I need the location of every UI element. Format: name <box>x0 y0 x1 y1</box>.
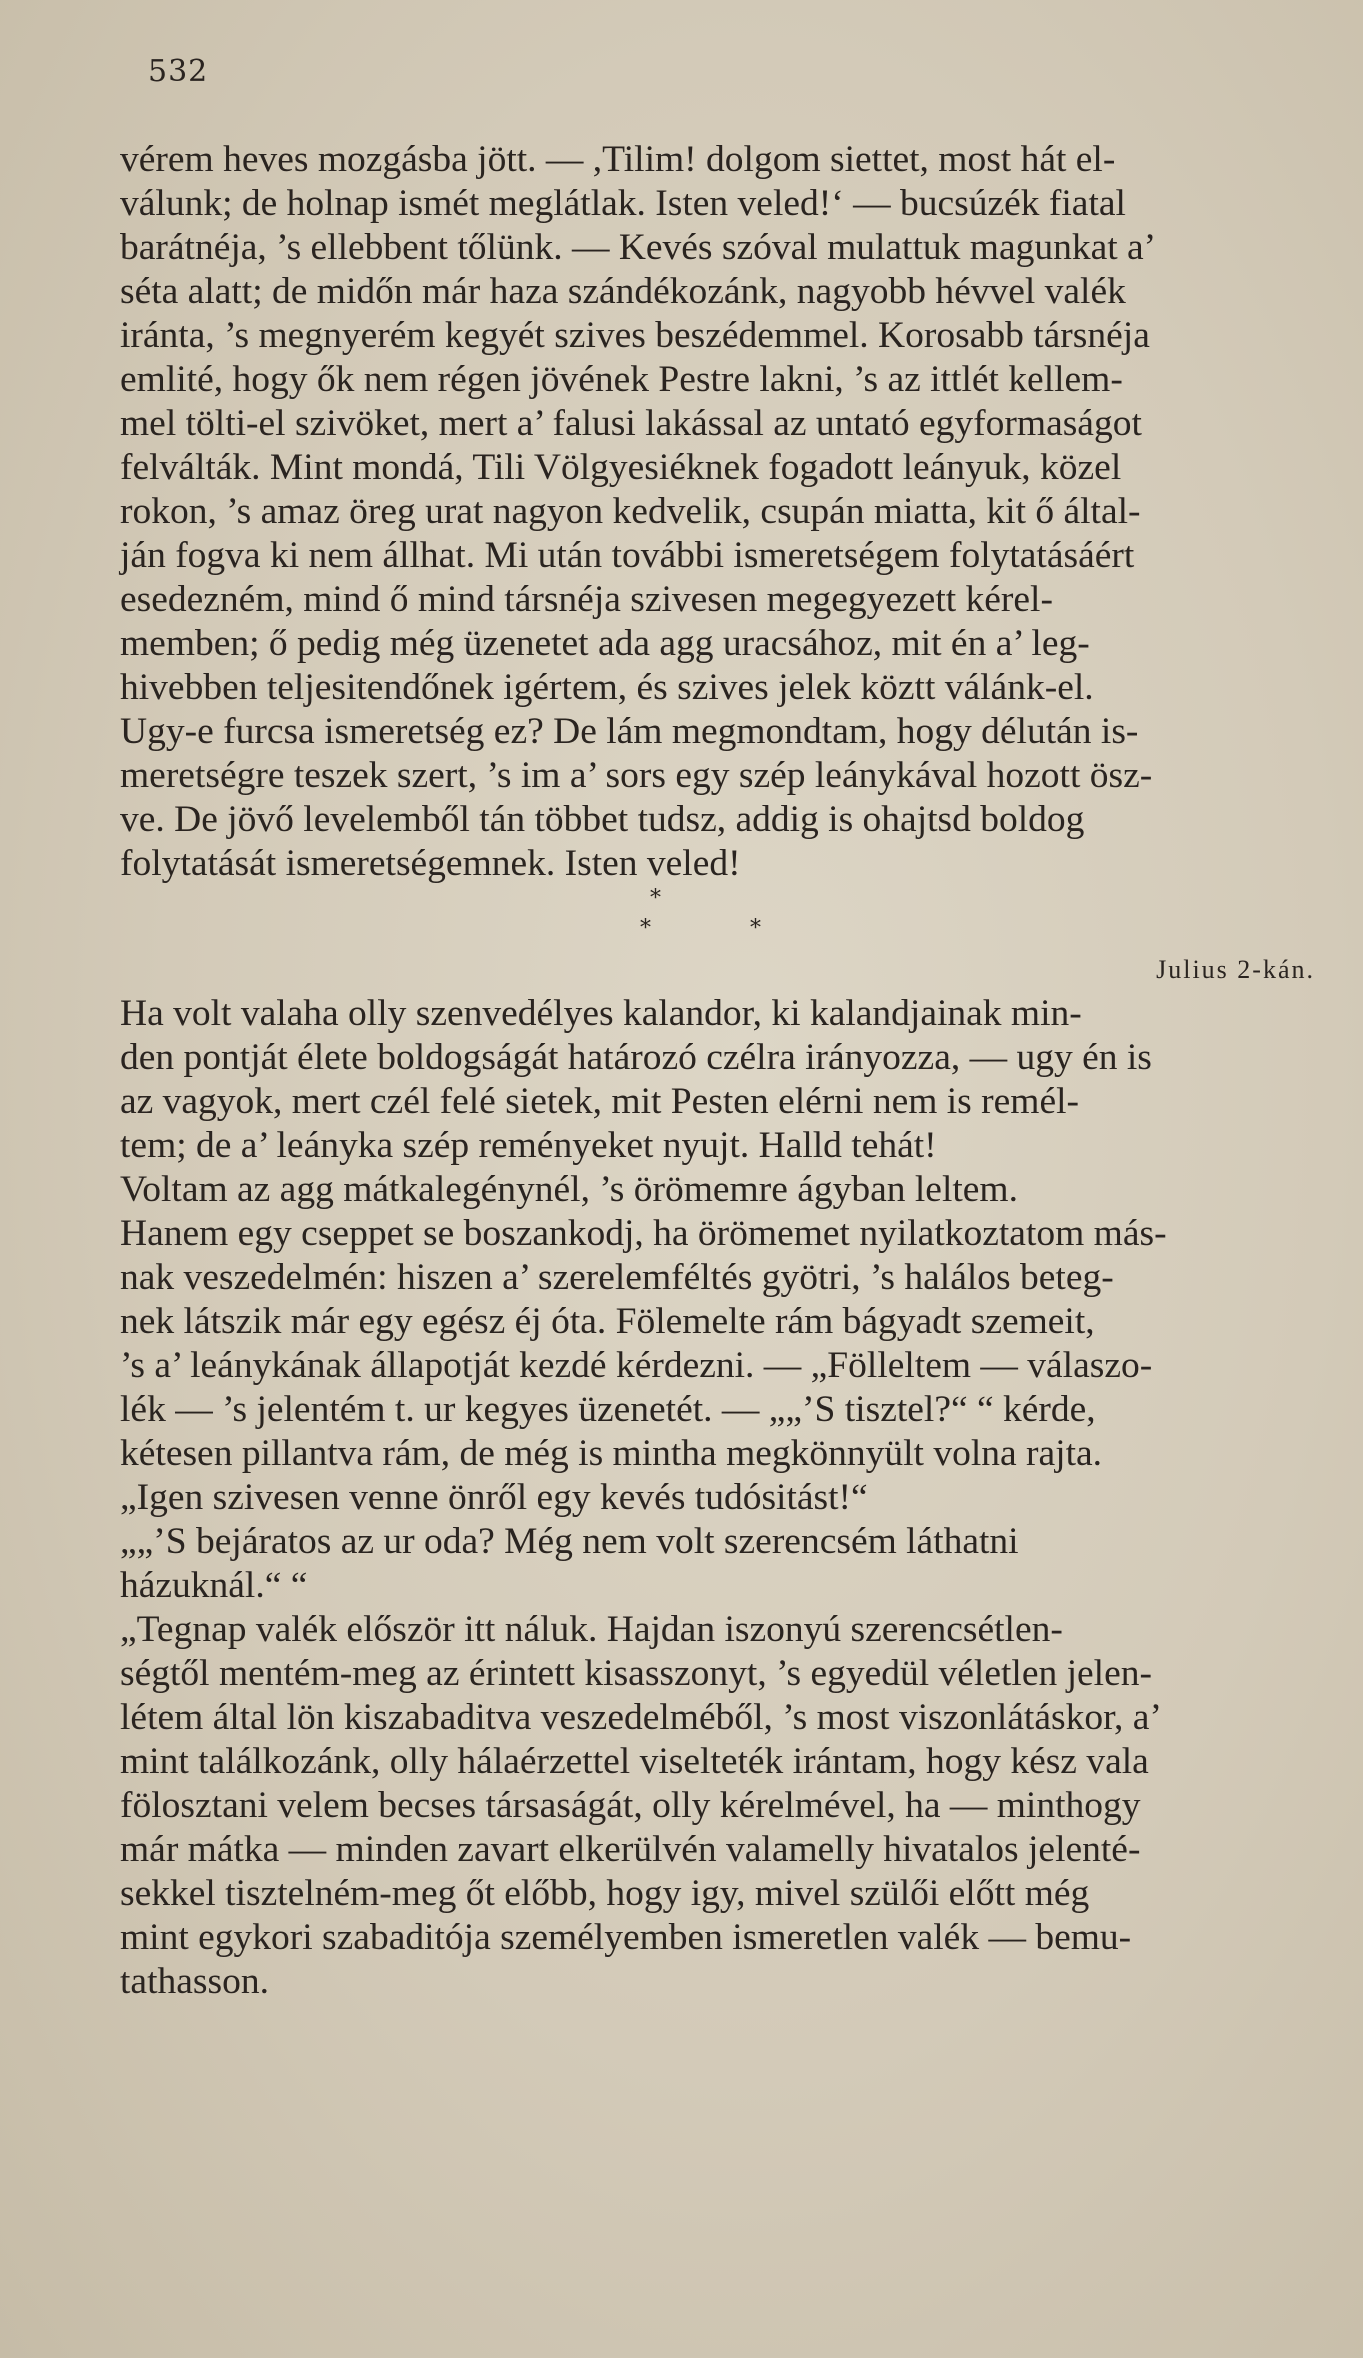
asterism-star-top: * <box>650 886 661 911</box>
text-line: már mátka — minden zavart elkerülvén valamelly hivatalos jelenté- <box>120 1829 1141 1870</box>
text-line: séta alatt; de midőn már haza szándékozánk, nagyobb hévvel valék <box>120 271 1126 312</box>
text-line: tem; de a’ leányka szép reményeket nyujt. Halld tehát! <box>120 1125 937 1166</box>
text-line: folytatását ismeretségemnek. Isten veled! <box>120 843 741 884</box>
text-line: Voltam az agg mátkalegénynél, ’s örömemre ágyban leltem. <box>120 1169 1018 1210</box>
text-line: mint egykori szabaditója személyemben ismeretlen valék — bemu- <box>120 1917 1132 1958</box>
text-line: emlité, hogy ők nem régen jövének Pestre lakni, ’s az ittlét kellem- <box>120 359 1123 400</box>
text-line: felválták. Mint mondá, Tili Völgyesiéknek fogadott leányuk, közel <box>120 447 1122 488</box>
text-line: ján fogva ki nem állhat. Mi után további ismeretségem folytatásáért <box>120 535 1135 576</box>
text-line: tathasson. <box>120 1961 269 2002</box>
text-line: barátnéja, ’s ellebbent tőlünk. — Kevés szóval mulattuk magunkat a’ <box>120 227 1157 268</box>
asterism-star-right: * <box>750 916 761 941</box>
text-line: mel tölti-el szivöket, mert a’ falusi lakással az untató egyformaságot <box>120 403 1142 444</box>
text-line: hivebben teljesitendőnek igértem, és szives jelek köztt válánk-el. <box>120 667 1094 708</box>
text-line: kétesen pillantva rám, de még is mintha megkönnyült volna rajta. <box>120 1433 1103 1474</box>
text-line: „Tegnap valék először itt náluk. Hajdan iszonyú szerencsétlen- <box>120 1609 1063 1650</box>
text-line: házuknál.“ “ <box>120 1565 308 1606</box>
text-line: rokon, ’s amaz öreg urat nagyon kedvelik, csupán miatta, kit ő által- <box>120 491 1141 532</box>
text-line: ségtől mentém-meg az érintett kisasszonyt, ’s egyedül véletlen jelen- <box>120 1653 1152 1694</box>
text-line: Ugy-e furcsa ismeretség ez? De lám megmondtam, hogy délután is- <box>120 711 1139 752</box>
text-line: az vagyok, mert czél felé sietek, mit Pesten elérni nem is remél- <box>120 1081 1079 1122</box>
section-break <box>120 886 1320 948</box>
text-line: fölosztani velem becses társaságát, olly kérelmével, ha — minthogy <box>120 1785 1141 1826</box>
text-line: Hanem egy cseppet se boszankodj, ha örömemet nyilatkoztatom más- <box>120 1213 1167 1254</box>
text-line: nak veszedelmén: hiszen a’ szerelemféltés gyötri, ’s halálos beteg- <box>120 1257 1114 1298</box>
page-number: 532 <box>148 54 209 89</box>
text-line: Ha volt valaha olly szenvedélyes kalandor, ki kalandjainak min- <box>120 993 1082 1034</box>
body-text <box>120 138 1320 2004</box>
text-line: „„’S bejáratos az ur oda? Még nem volt szerencsém láthatni <box>120 1521 1019 1562</box>
asterism-star-left: * <box>640 916 651 941</box>
text-line: ve. De jövő levelemből tán többet tudsz, addig is ohajtsd boldog <box>120 799 1085 840</box>
text-line: den pontját élete boldogságát határozó czélra irányozza, — ugy én is <box>120 1037 1152 1078</box>
text-line: iránta, ’s megnyerém kegyét szives beszédemmel. Korosabb társnéja <box>120 315 1150 356</box>
text-line: memben; ő pedig még üzenetet ada agg uracsához, mit én a’ leg- <box>120 623 1090 664</box>
text-line: nek látszik már egy egész éj óta. Fölemelte rám bágyadt szemeit, <box>120 1301 1095 1342</box>
text-line: létem által lön kiszabaditva veszedelméből, ’s most viszonlátáskor, a’ <box>120 1697 1162 1738</box>
text-line: ’s a’ leánykának állapotját kezdé kérdezni. — „Fölleltem — válaszo- <box>120 1345 1153 1386</box>
text-line: sekkel tisztelném-meg őt előbb, hogy igy, mivel szülői előtt még <box>120 1873 1090 1914</box>
text-line: vérem heves mozgásba jött. — ,Tilim! dolgom siettet, most hát el- <box>120 139 1116 180</box>
text-line: „Igen szivesen venne önről egy kevés tudósitást!“ <box>120 1477 868 1518</box>
text-line: mint találkozánk, olly hálaérzettel viselteték irántam, hogy kész vala <box>120 1741 1149 1782</box>
letter-date: Julius 2-kán. <box>1156 955 1315 984</box>
text-line: lék — ’s jelentém t. ur kegyes üzenetét. — „„’S tisztel?“ “ kérde, <box>120 1389 1096 1430</box>
text-line: válunk; de holnap ismét meglátlak. Isten veled!‘ — bucsúzék fiatal <box>120 183 1126 224</box>
text-line: meretségre teszek szert, ’s im a’ sors egy szép leánykával hozott ösz- <box>120 755 1153 796</box>
text-line: esedezném, mind ő mind társnéja szivesen megegyezett kérel- <box>120 579 1053 620</box>
